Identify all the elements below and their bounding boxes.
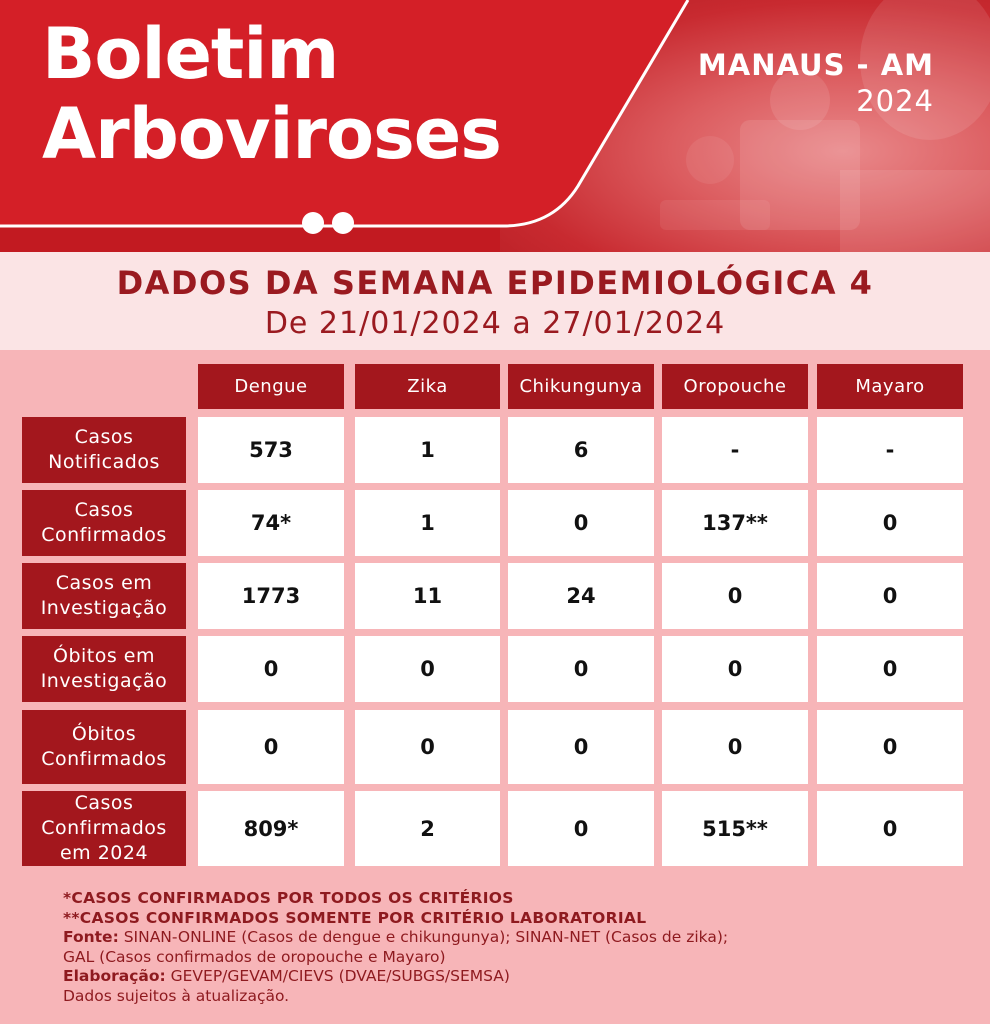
table-cell: 0 — [817, 710, 963, 784]
row-label-line: Confirmados — [41, 524, 167, 546]
row-label-line: Investigação — [40, 670, 168, 692]
table-cell: - — [662, 417, 808, 483]
table-cell: 0 — [198, 636, 344, 702]
table-cell: 0 — [662, 636, 808, 702]
row-label-line: Notificados — [48, 451, 160, 473]
elaboration-line — [63, 967, 973, 987]
table-cell: 0 — [508, 636, 654, 702]
source-label: Fonte: — [63, 928, 119, 946]
table-cell: 1 — [355, 417, 500, 483]
table-cell: 0 — [817, 490, 963, 556]
year-label: 2024 — [856, 84, 934, 118]
week-range: De 21/01/2024 a 27/01/2024 — [264, 306, 726, 341]
column-header-zika: Zika — [355, 364, 500, 409]
row-header-casos-confirmados — [22, 490, 186, 556]
table-cell: 1 — [355, 490, 500, 556]
title-line-1: Boletim — [42, 13, 339, 95]
table-cell: 515** — [662, 791, 808, 866]
table-cell: 0 — [817, 636, 963, 702]
row-label-line: em 2024 — [59, 842, 149, 864]
row-label-line: Casos — [74, 499, 134, 521]
table-cell: 0 — [817, 563, 963, 629]
table-cell: 0 — [662, 710, 808, 784]
column-header-dengue: Dengue — [198, 364, 344, 409]
column-header-chikungunya: Chikungunya — [508, 364, 654, 409]
note-lab-criteria: **CASOS CONFIRMADOS SOMENTE POR CRITÉRIO LABORATORIAL — [63, 908, 647, 927]
table-cell: 24 — [508, 563, 654, 629]
table-cell: 809* — [198, 791, 344, 866]
table-cell: 0 — [355, 710, 500, 784]
row-label-line: Casos — [74, 426, 134, 448]
week-band — [0, 252, 990, 350]
column-header-oropouche: Oropouche — [662, 364, 808, 409]
row-header-casos-confirmados-2024 — [22, 791, 186, 866]
header-banner — [0, 0, 990, 252]
table-cell: 137** — [662, 490, 808, 556]
row-label-line: Investigação — [40, 597, 168, 619]
decorative-dots — [302, 212, 362, 238]
row-label-line: Casos em — [55, 572, 153, 594]
row-header-casos-notificados — [22, 417, 186, 483]
footnotes — [63, 889, 973, 1006]
table-cell: 11 — [355, 563, 500, 629]
city-label: MANAUS - AM — [697, 48, 934, 82]
source-text: SINAN-ONLINE (Casos de dengue e chikungunya); SINAN-NET (Casos de zika); — [118, 928, 729, 946]
table-cell: 0 — [508, 710, 654, 784]
table-cell: 0 — [508, 791, 654, 866]
dot-icon — [302, 212, 324, 234]
elaboration-text: GEVEP/GEVAM/CIEVS (DVAE/SUBGS/SEMSA) — [165, 967, 510, 985]
table-cell: 573 — [198, 417, 344, 483]
table-cell: 0 — [355, 636, 500, 702]
row-header-obitos-em-investigacao — [22, 636, 186, 702]
table-cell: 1773 — [198, 563, 344, 629]
table-cell: 2 — [355, 791, 500, 866]
source-line — [63, 928, 973, 948]
elaboration-label: Elaboração: — [63, 967, 166, 985]
table-cell: - — [817, 417, 963, 483]
table-cell: 0 — [662, 563, 808, 629]
row-label-line: Confirmados — [41, 748, 167, 770]
row-label-line: Casos — [74, 792, 134, 814]
row-label-line: Óbitos — [71, 723, 137, 745]
title-line-2: Arboviroses — [42, 93, 501, 175]
table-cell: 74* — [198, 490, 344, 556]
disclaimer: Dados sujeitos à atualização. — [63, 986, 290, 1005]
note-all-criteria: *CASOS CONFIRMADOS POR TODOS OS CRITÉRIOS — [63, 889, 514, 907]
week-title: DADOS DA SEMANA EPIDEMIOLÓGICA 4 — [116, 264, 874, 302]
source-line-2: GAL (Casos confirmados de oropouche e Mayaro) — [63, 947, 446, 966]
table-cell: 0 — [198, 710, 344, 784]
row-label-line: Óbitos em — [52, 645, 155, 667]
row-label-line: Confirmados — [41, 817, 167, 839]
dot-icon — [332, 212, 354, 234]
row-header-casos-em-investigacao — [22, 563, 186, 629]
location-block — [698, 48, 934, 118]
table-cell: 0 — [508, 490, 654, 556]
column-header-mayaro: Mayaro — [817, 364, 963, 409]
table-cell: 6 — [508, 417, 654, 483]
row-header-obitos-confirmados — [22, 710, 186, 784]
table-cell: 0 — [817, 791, 963, 866]
